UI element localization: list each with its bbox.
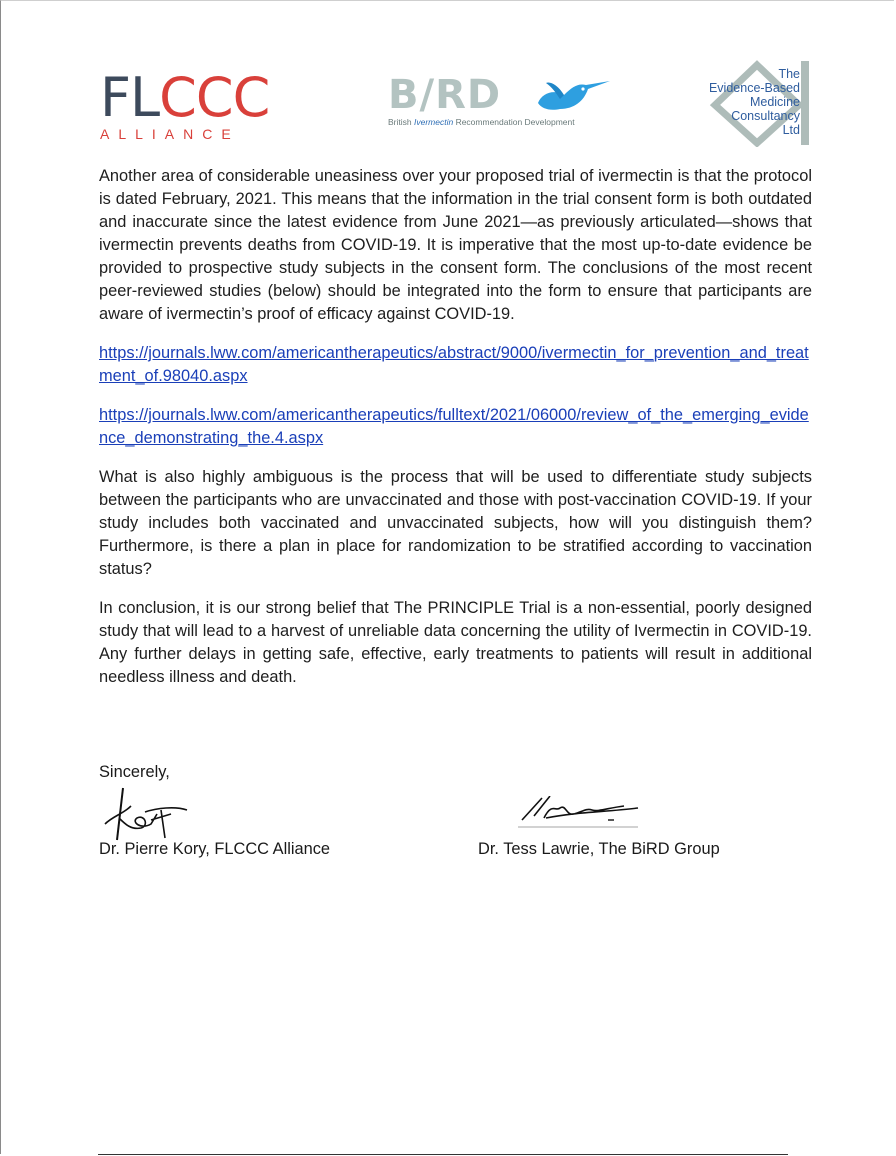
- bird-wordmark: B/RD: [388, 72, 502, 118]
- paragraph-consent-form: Another area of considerable uneasiness over your proposed trial of ivermectin is that the protocol is dated February, 2021. This means that the information in the trial consent form is both outdated and inaccurate since the latest evidence from June 2021—as previously articulated—shows that ivermectin prevents deaths from COVID-19. It is imperative that the most up-to-date evidence be provided to prospective study subjects in the consent form. The conclusions of the most recent peer-reviewed studies (below) should be integrated into the form to ensure that participants are aware of ivermectin’s proof of efficacy against COVID-19.: [99, 167, 812, 323]
- flccc-tagline: ALLIANCE: [100, 126, 240, 142]
- link-review-emerging-evidence[interactable]: https://journals.lww.com/americantherapeutics/fulltext/2021/06000/review_of_the_emerging_evidence_demonstrating_the.4.aspx: [99, 406, 809, 447]
- footer-divider: [98, 1154, 788, 1155]
- paragraph-conclusion: In conclusion, it is our strong belief that The PRINCIPLE Trial is a non-essential, poorly designed study that will lead to a harvest of unreliable data concerning the utility of Ivermectin in COVID-19. Any further delays in getting safe, effective, early treatments to patients will result in additional needless illness and death.: [99, 599, 812, 686]
- signature-kory: [101, 784, 191, 844]
- bird-logo: [388, 72, 613, 131]
- ebm-name: The Evidence-Based Medicine Consultancy Ltd: [708, 67, 800, 137]
- bird-tagline: British Ivermectin Recommendation Development: [388, 117, 575, 127]
- ebm-consultancy-logo: [699, 59, 811, 147]
- signature-lawrie: [516, 796, 641, 830]
- flccc-alliance-logo: [100, 66, 270, 143]
- paragraph-vaccination-status: What is also highly ambiguous is the process that will be used to differentiate study subjects between the participants who are unvaccinated and those with post-vaccination COVID-19. If your study includes both vaccinated and unvaccinated subjects, how will you distinguish them? Furthermore, is there a plan in place for randomization to be stratified according to vaccination status?: [99, 468, 812, 578]
- link-ivermectin-prevention-treatment[interactable]: https://journals.lww.com/americantherapeutics/abstract/9000/ivermectin_for_prevention_and_treatment_of.98040.aspx: [99, 344, 809, 385]
- letter-body: [99, 165, 812, 705]
- signatory-kory: Dr. Pierre Kory, FLCCC Alliance: [99, 840, 331, 858]
- flccc-wordmark: FLCCC: [100, 66, 270, 129]
- closing-salutation: Sincerely,: [99, 763, 170, 781]
- signatory-lawrie: Dr. Tess Lawrie, The BiRD Group: [478, 840, 720, 858]
- hummingbird-icon: [528, 75, 613, 117]
